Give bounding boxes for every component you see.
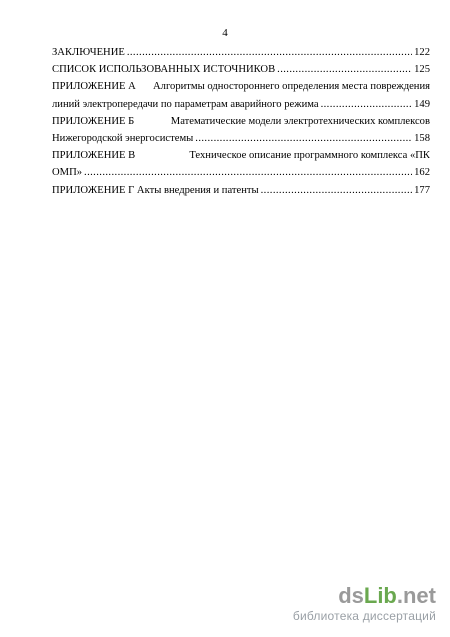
toc-entry-label: ПРИЛОЖЕНИЕ Б	[52, 115, 135, 127]
dot-leader	[127, 44, 412, 61]
dot-leader	[84, 164, 412, 181]
dslib-watermark	[293, 585, 436, 623]
toc-entry-appendix-b	[52, 113, 430, 147]
toc-entry-page: 125	[414, 64, 430, 76]
toc-entry-sources	[52, 61, 430, 78]
toc-entry-appendix-g	[52, 182, 430, 199]
toc-entry-title: ЗАКЛЮЧЕНИЕ	[52, 47, 125, 58]
table-of-contents	[52, 44, 430, 199]
dslib-logo: dsLib.net	[338, 583, 436, 608]
toc-entry-label: ПРИЛОЖЕНИЕ А	[52, 81, 136, 93]
toc-entry-line	[52, 113, 430, 130]
toc-entry-page: 149	[414, 98, 430, 110]
toc-entry-label: ПРИЛОЖЕНИЕ В	[52, 150, 136, 162]
toc-entry-title: Математические модели электротехнических комплексов	[170, 115, 430, 127]
toc-entry-title: СПИСОК ИСПОЛЬЗОВАННЫХ ИСТОЧНИКОВ	[52, 64, 276, 76]
toc-entry-line	[52, 164, 430, 181]
toc-entry-title: Алгоритмы одностороннего определения места повреждения	[153, 81, 430, 93]
dot-leader	[195, 130, 412, 147]
watermark-tagline: библиотека диссертаций	[292, 609, 436, 623]
dot-leader	[321, 96, 413, 113]
dot-leader	[277, 61, 412, 78]
toc-entry-line	[52, 96, 430, 113]
dot-leader	[261, 182, 412, 199]
toc-entry-page: 162	[414, 167, 430, 179]
toc-entry-conclusion	[52, 44, 430, 61]
toc-entry-page: 122	[414, 47, 430, 58]
toc-entry-line	[52, 78, 430, 95]
toc-entry-title: Техническое описание программного комплекса «ПК	[189, 150, 430, 162]
toc-entry-appendix-a	[52, 78, 430, 112]
toc-entry-title-cont: Нижегородской энергосистемы	[52, 133, 194, 145]
page-number: 4	[222, 27, 228, 39]
toc-entry-page: 177	[414, 184, 430, 196]
toc-entry-title: ПРИЛОЖЕНИЕ Г Акты внедрения и патенты	[52, 184, 259, 196]
toc-entry-title-cont: ОМП»	[52, 167, 83, 179]
toc-entry-appendix-v	[52, 147, 430, 181]
toc-entry-title-cont: линий электропередачи по параметрам аварийного режима	[52, 98, 319, 110]
toc-entry-line	[52, 130, 430, 147]
toc-entry-line	[52, 147, 430, 164]
toc-entry-page: 158	[414, 133, 430, 145]
